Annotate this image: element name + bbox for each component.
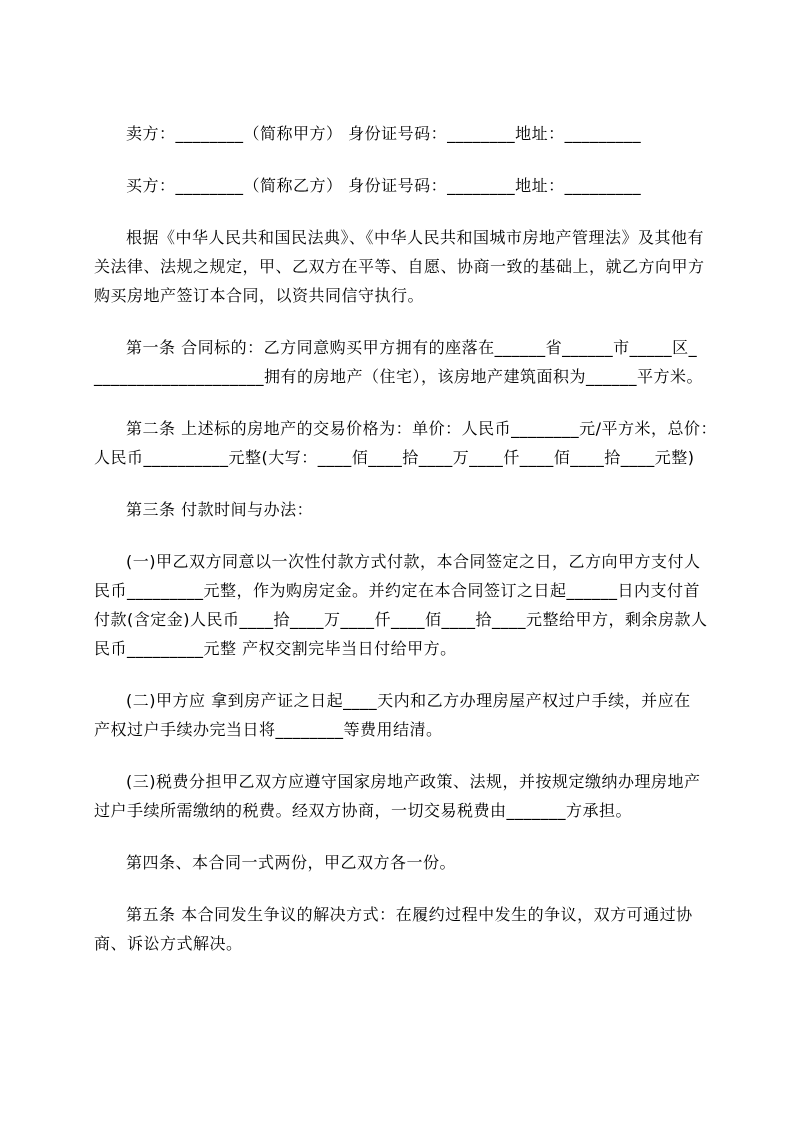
item-1-line-1: (一)甲乙双方同意以一次性付款方式付款，本合同签定之日，乙方向甲方支付人	[126, 552, 701, 571]
paragraph-buyer	[94, 171, 710, 200]
preamble-line-3: 购买房地产签订本合同，以资共同信守执行。	[94, 286, 425, 305]
article-4-line: 第四条、本合同一式两份，甲乙双方各一份。	[126, 853, 457, 872]
article-5-line-2: 商、诉讼方式解决。	[94, 934, 243, 953]
item-2-line-1: (二)甲方应 拿到房产证之日起____天内和乙方办理房屋产权过户手续，并应在	[126, 691, 691, 710]
item-2-line-2: 产权过户手续办完当日将________等费用结清。	[94, 720, 443, 739]
paragraph-article-3-item-1	[94, 547, 710, 663]
contract-body	[94, 119, 717, 981]
paragraph-article-3	[94, 495, 710, 524]
item-1-line-4: 民币_________元整 产权交割完毕当日付给甲方。	[94, 639, 457, 658]
paragraph-article-3-item-2	[94, 686, 710, 744]
item-1-line-2: 民币_________元整，作为购房定金。并约定在本合同签订之日起______日内支付首	[94, 581, 701, 600]
paragraph-article-2	[94, 414, 717, 472]
article-2-line-2: 人民币__________元整(大写：____佰____拾____万____仟____佰____拾____元整)	[94, 448, 695, 467]
item-3-line-1: (三)税费分担甲乙双方应遵守国家房地产政策、法规，并按规定缴纳办理房地产	[126, 772, 701, 791]
preamble-line-1: 根据《中华人民共和国民法典》、《中华人民共和国城市房地产管理法》及其他有	[126, 228, 705, 247]
paragraph-seller	[94, 119, 710, 148]
item-3-line-2: 过户手续所需缴纳的税费。经双方协商，一切交易税费由_______方承担。	[94, 801, 633, 820]
paragraph-article-5	[94, 900, 710, 958]
seller-line: 卖方：________（简称甲方） 身份证号码：________地址：_________	[126, 124, 642, 143]
article-1-line-2: ____________________拥有的房地产（住宅），该房地产建筑面积为______平方米。	[94, 367, 704, 386]
article-5-line-1: 第五条 本合同发生争议的解决方式：在履约过程中发生的争议，双方可通过协	[126, 905, 693, 924]
article-3-heading: 第三条 付款时间与办法：	[126, 500, 314, 519]
paragraph-article-3-item-3	[94, 767, 710, 825]
preamble-line-2: 关法律、法规之规定，甲、乙双方在平等、自愿、协商一致的基础上，就乙方向甲方	[94, 257, 705, 276]
paragraph-article-1	[94, 333, 710, 391]
article-1-line-1: 第一条 合同标的：乙方同意购买甲方拥有的座落在______省______市_____区_	[126, 338, 698, 357]
item-1-line-3: 付款(含定金)人民币____拾____万____仟____佰____拾____元整给甲方，剩余房款人	[94, 610, 708, 629]
paragraph-article-4	[94, 848, 710, 877]
paragraph-preamble	[94, 223, 710, 310]
article-2-line-1: 第二条 上述标的房地产的交易价格为：单价：人民币________元/平方米，总价：	[126, 419, 717, 438]
buyer-line: 买方：________（简称乙方） 身份证号码：________地址：_________	[126, 176, 642, 195]
